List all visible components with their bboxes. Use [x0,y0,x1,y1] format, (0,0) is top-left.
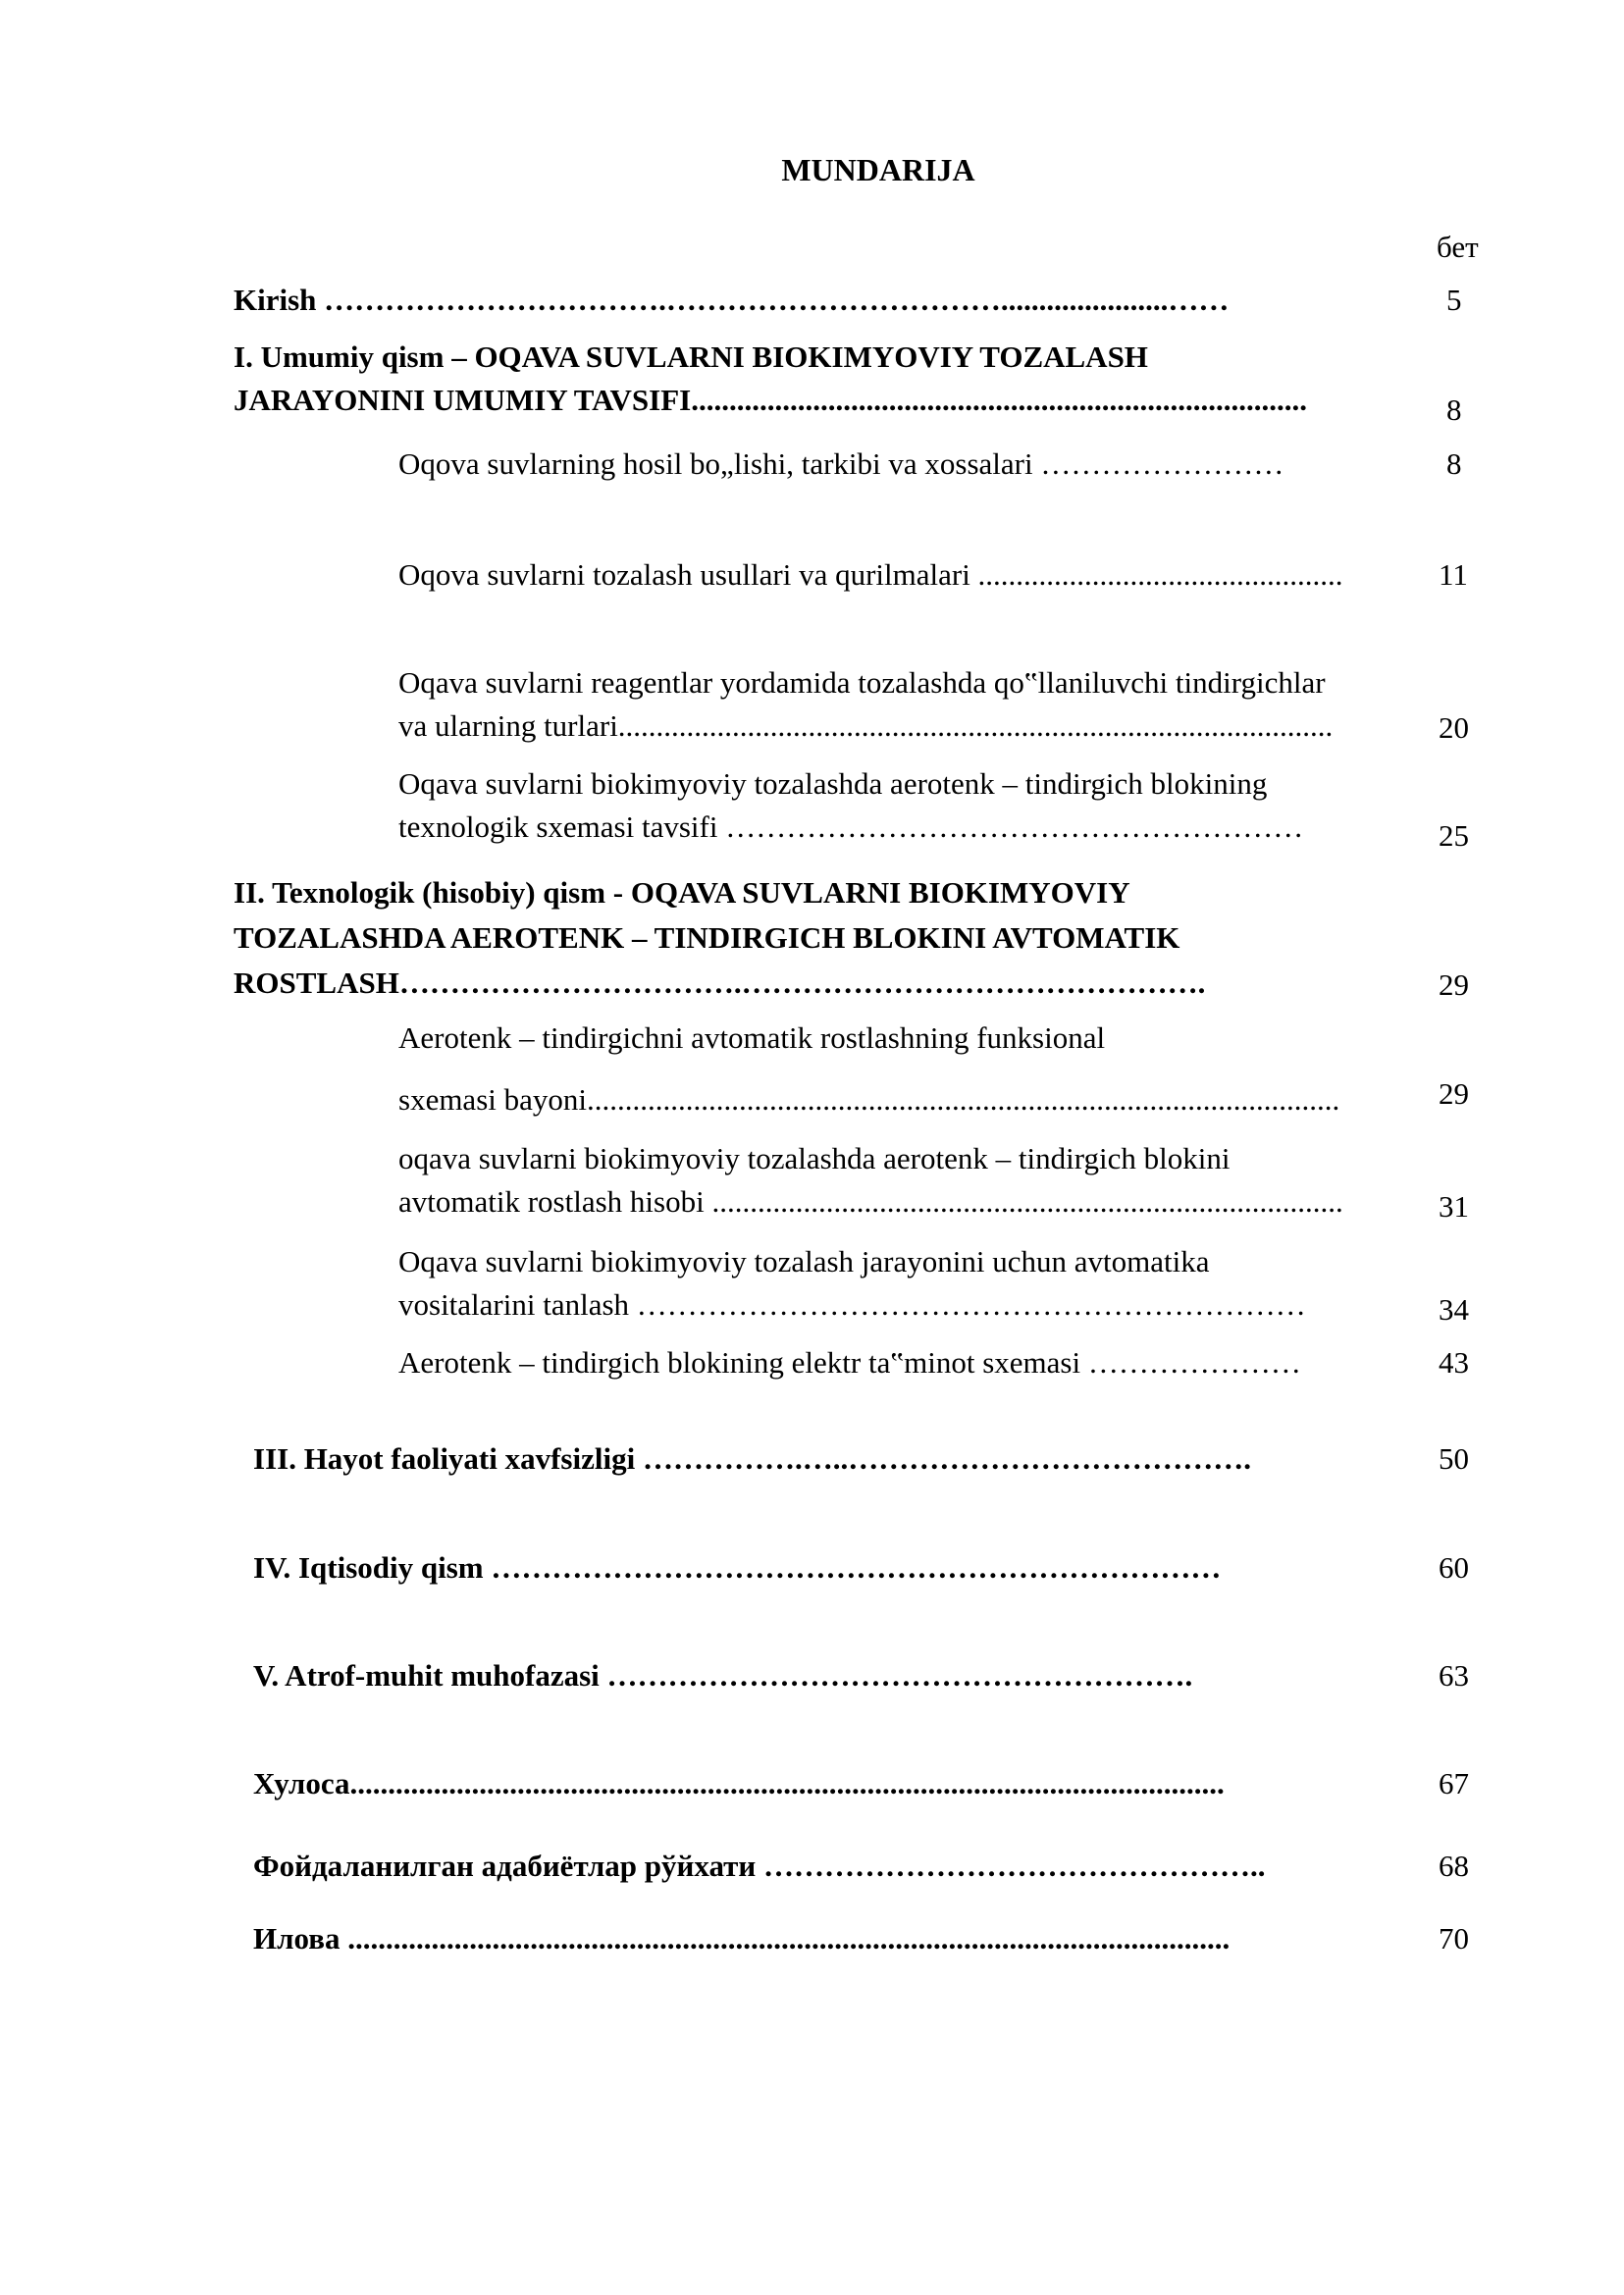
toc-entry-text: IV. Iqtisodiy qism ……………………………………………………………… [253,1550,1222,1585]
toc-entry-text: Oqova suvlarni tozalash usullari va qurilmalari ................................................ [398,557,1343,592]
toc-entry-text: V. Atrof-muhit muhofazasi …………………………………………………. [253,1658,1193,1693]
toc-entry-text: Oqova suvlarning hosil bo„lishi, tarkibi va xossalari …………………… [398,446,1284,481]
toc-entry-page: 34 [1439,1292,1469,1327]
toc-entry-text: I. Umumiy qism – OQAVA SUVLARNI BIOKIMYOVIY TOZALASH [234,339,1148,374]
toc-entry-text-continued: va ularning turlari.............................................................................................. [398,708,1334,743]
toc-entry-text-continued: texnologik sxemasi tavsifi ………………………………………………… [398,809,1304,844]
toc-entry-text: Oqava suvlarni reagentlar yordamida tozalashda qo‟llaniluvchi tindirgichlar [398,665,1326,700]
toc-entry-page: 25 [1439,818,1469,853]
toc-entry-page: 20 [1439,710,1469,745]
toc-entry-page: 29 [1439,1076,1469,1111]
toc-entry-text-continued: sxemasi bayoni................................................................................................... [398,1082,1340,1117]
toc-entry-text: II. Texnologik (hisobiy) qism - OQAVA SUVLARNI BIOKIMYOVIY [234,875,1130,910]
toc-entry-page: 8 [1446,392,1462,427]
toc-entry-page: 67 [1439,1766,1469,1800]
toc-entry-text: Хулоса................................................................................................................... [253,1766,1225,1800]
toc-entry-text: Kirish …………………………….……………………………......................…… [234,283,1230,317]
toc-entry-text-continued: TOZALASHDA AEROTENK – TINDIRGICH BLOKINI AVTOMATIK [234,920,1180,955]
toc-entry-text: oqava suvlarni biokimyoviy tozalashda aerotenk – tindirgich blokini [398,1141,1231,1175]
toc-entry-text: Aerotenk – tindirgichni avtomatik rostlashning funksional [398,1020,1106,1055]
toc-entry-page: 70 [1439,1921,1469,1956]
page-title: MUNDARIJA [781,152,975,187]
toc-entry-text: III. Hayot faoliyati xavfsizligi …………….…..…………………………………. [253,1441,1251,1476]
toc-entry-text-continued: avtomatik rostlash hisobi ................................................................................... [398,1184,1343,1219]
toc-entry-text: Илова .................................................................................................................... [253,1921,1231,1956]
toc-entry-page: 29 [1439,967,1469,1002]
toc-entry-page: 43 [1439,1345,1469,1380]
toc-entry-page: 11 [1439,557,1468,592]
toc-entry-text: Oqava suvlarni biokimyoviy tozalash jarayonini uchun avtomatika [398,1244,1210,1278]
toc-entry-text-continued: vositalarini tanlash ………………………………………………………… [398,1287,1306,1322]
page-column-header: бет [1437,230,1479,264]
toc-entry-page: 63 [1439,1658,1469,1693]
toc-entry-page: 8 [1446,446,1462,481]
toc-entry-text: Фойдаланилган адабиётлар рўйхати ………………………………………….. [253,1849,1266,1883]
toc-entry-page: 68 [1439,1849,1469,1883]
toc-entry-page: 60 [1439,1550,1469,1585]
toc-entry-text-continued: JARAYONINI UMUMIY TAVSIFI................................................................................. [234,383,1307,417]
toc-entry-text-continued: ROSTLASH…………………………….………………………………………. [234,965,1206,1000]
toc-entry-page: 31 [1439,1189,1469,1224]
toc-entry-page: 50 [1439,1441,1469,1476]
toc-entry-text: Aerotenk – tindirgich blokining elektr ta‟minot sxemasi ………………… [398,1345,1301,1380]
toc-entry-text: Oqava suvlarni biokimyoviy tozalashda aerotenk – tindirgich blokining [398,766,1268,801]
toc-entry-page: 5 [1446,283,1462,317]
